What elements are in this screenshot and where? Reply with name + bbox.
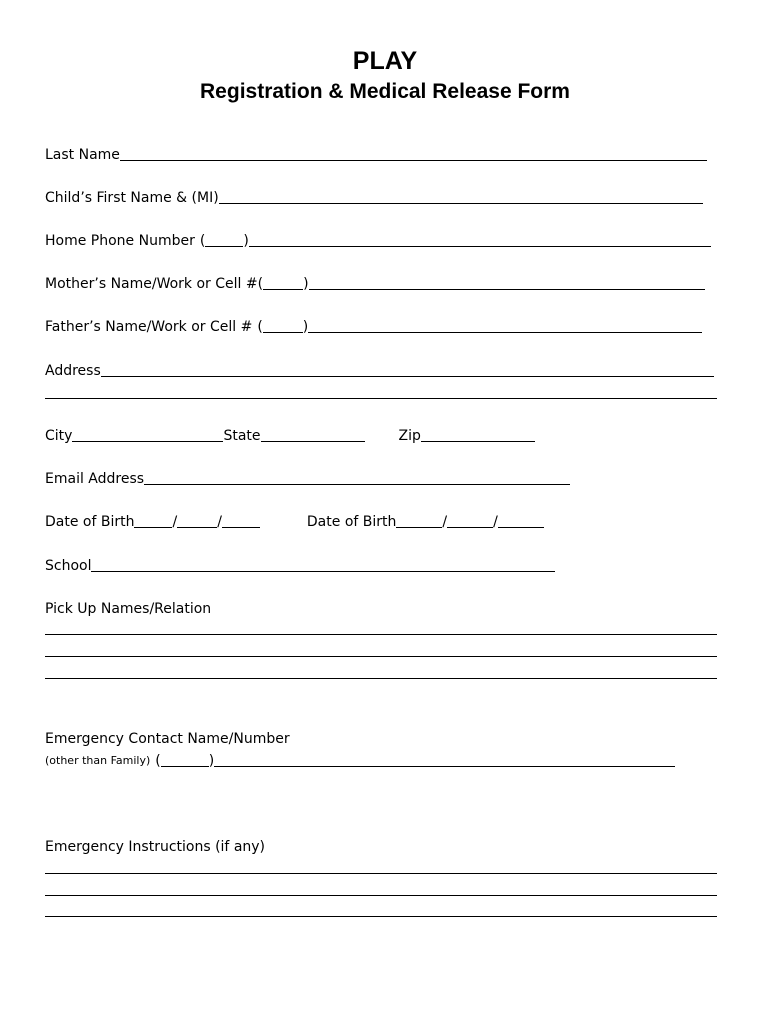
dob-1-slash-1: / <box>172 514 178 530</box>
dob-1-month-field[interactable] <box>134 526 172 528</box>
mother-open-paren: ( <box>257 276 264 292</box>
city-field[interactable] <box>72 440 223 442</box>
mother-area-code-field[interactable] <box>263 288 303 290</box>
form-subtitle: Registration & Medical Release Form <box>200 80 570 103</box>
last-name-row <box>45 143 707 163</box>
emergency-area-code-field[interactable] <box>161 765 209 767</box>
address-field[interactable] <box>101 375 714 377</box>
form-title: PLAY <box>352 47 418 75</box>
school-row <box>45 554 555 574</box>
email-field[interactable] <box>144 483 570 485</box>
mother-field[interactable] <box>309 288 705 290</box>
father-row <box>45 315 702 335</box>
father-area-code-field[interactable] <box>263 331 303 333</box>
child-first-name-label: Child’s First Name & (MI) <box>45 190 219 206</box>
home-phone-open-paren: ( <box>199 233 206 249</box>
address-line-2[interactable] <box>45 398 717 399</box>
date-of-birth-row <box>45 510 544 530</box>
emergency-instructions-label: Emergency Instructions (if any) <box>45 839 266 855</box>
zip-field[interactable] <box>421 440 535 442</box>
home-phone-row <box>45 229 711 249</box>
last-name-field[interactable] <box>120 159 707 161</box>
pickup-line-3[interactable] <box>45 678 717 679</box>
state-field[interactable] <box>261 440 365 442</box>
state-label: State <box>223 428 261 444</box>
home-phone-area-code-field[interactable] <box>205 245 243 247</box>
dob-1-day-field[interactable] <box>177 526 217 528</box>
mother-row <box>45 272 705 292</box>
pickup-line-1[interactable] <box>45 634 717 635</box>
pickup-label: Pick Up Names/Relation <box>45 601 212 617</box>
emergency-open-paren: ( <box>155 753 161 769</box>
emergency-close-paren: ) <box>208 753 215 769</box>
emergency-instructions-line-3[interactable] <box>45 916 717 917</box>
dob-1-slash-2: / <box>217 514 222 530</box>
home-phone-label: Home Phone Number <box>45 233 195 249</box>
last-name-label: Last Name <box>45 147 120 163</box>
zip-label: Zip <box>398 428 421 444</box>
dob-2-day-field[interactable] <box>447 526 493 528</box>
mother-label: Mother’s Name/Work or Cell # <box>45 276 258 292</box>
emergency-contact-label: Emergency Contact Name/Number <box>45 731 290 747</box>
child-first-name-field[interactable] <box>219 202 703 204</box>
dob-2-slash-1: / <box>442 514 448 530</box>
emergency-instructions-line-1[interactable] <box>45 873 717 874</box>
emergency-instructions-row <box>45 835 265 855</box>
dob-2-year-field[interactable] <box>498 526 544 528</box>
father-field[interactable] <box>308 331 702 333</box>
dob-1-year-field[interactable] <box>222 526 260 528</box>
city-label: City <box>45 428 73 444</box>
dob-2-slash-2: / <box>493 514 498 530</box>
emergency-contact-number-row <box>45 749 675 769</box>
emergency-contact-field[interactable] <box>214 765 675 767</box>
email-row <box>45 467 570 487</box>
address-row <box>45 359 714 379</box>
dob-1-label: Date of Birth <box>45 514 135 530</box>
child-first-name-row <box>45 186 703 206</box>
email-label: Email Address <box>45 471 145 487</box>
dob-2-month-field[interactable] <box>396 526 442 528</box>
pickup-line-2[interactable] <box>45 656 717 657</box>
school-field[interactable] <box>91 570 555 572</box>
home-phone-field[interactable] <box>249 245 711 247</box>
pickup-row <box>45 597 211 617</box>
address-label: Address <box>45 363 101 379</box>
father-close-paren: ) <box>302 319 309 335</box>
emergency-contact-row <box>45 727 290 747</box>
dob-2-label: Date of Birth <box>306 514 397 530</box>
city-state-zip-row <box>45 424 535 444</box>
emergency-instructions-line-2[interactable] <box>45 895 717 896</box>
mother-close-paren: ) <box>303 276 309 292</box>
father-open-paren: ( <box>257 319 263 335</box>
school-label: School <box>45 558 92 574</box>
home-phone-close-paren: ) <box>243 233 249 249</box>
emergency-contact-note: (other than Family) <box>45 754 151 767</box>
father-label: Father’s Name/Work or Cell # <box>45 319 253 335</box>
